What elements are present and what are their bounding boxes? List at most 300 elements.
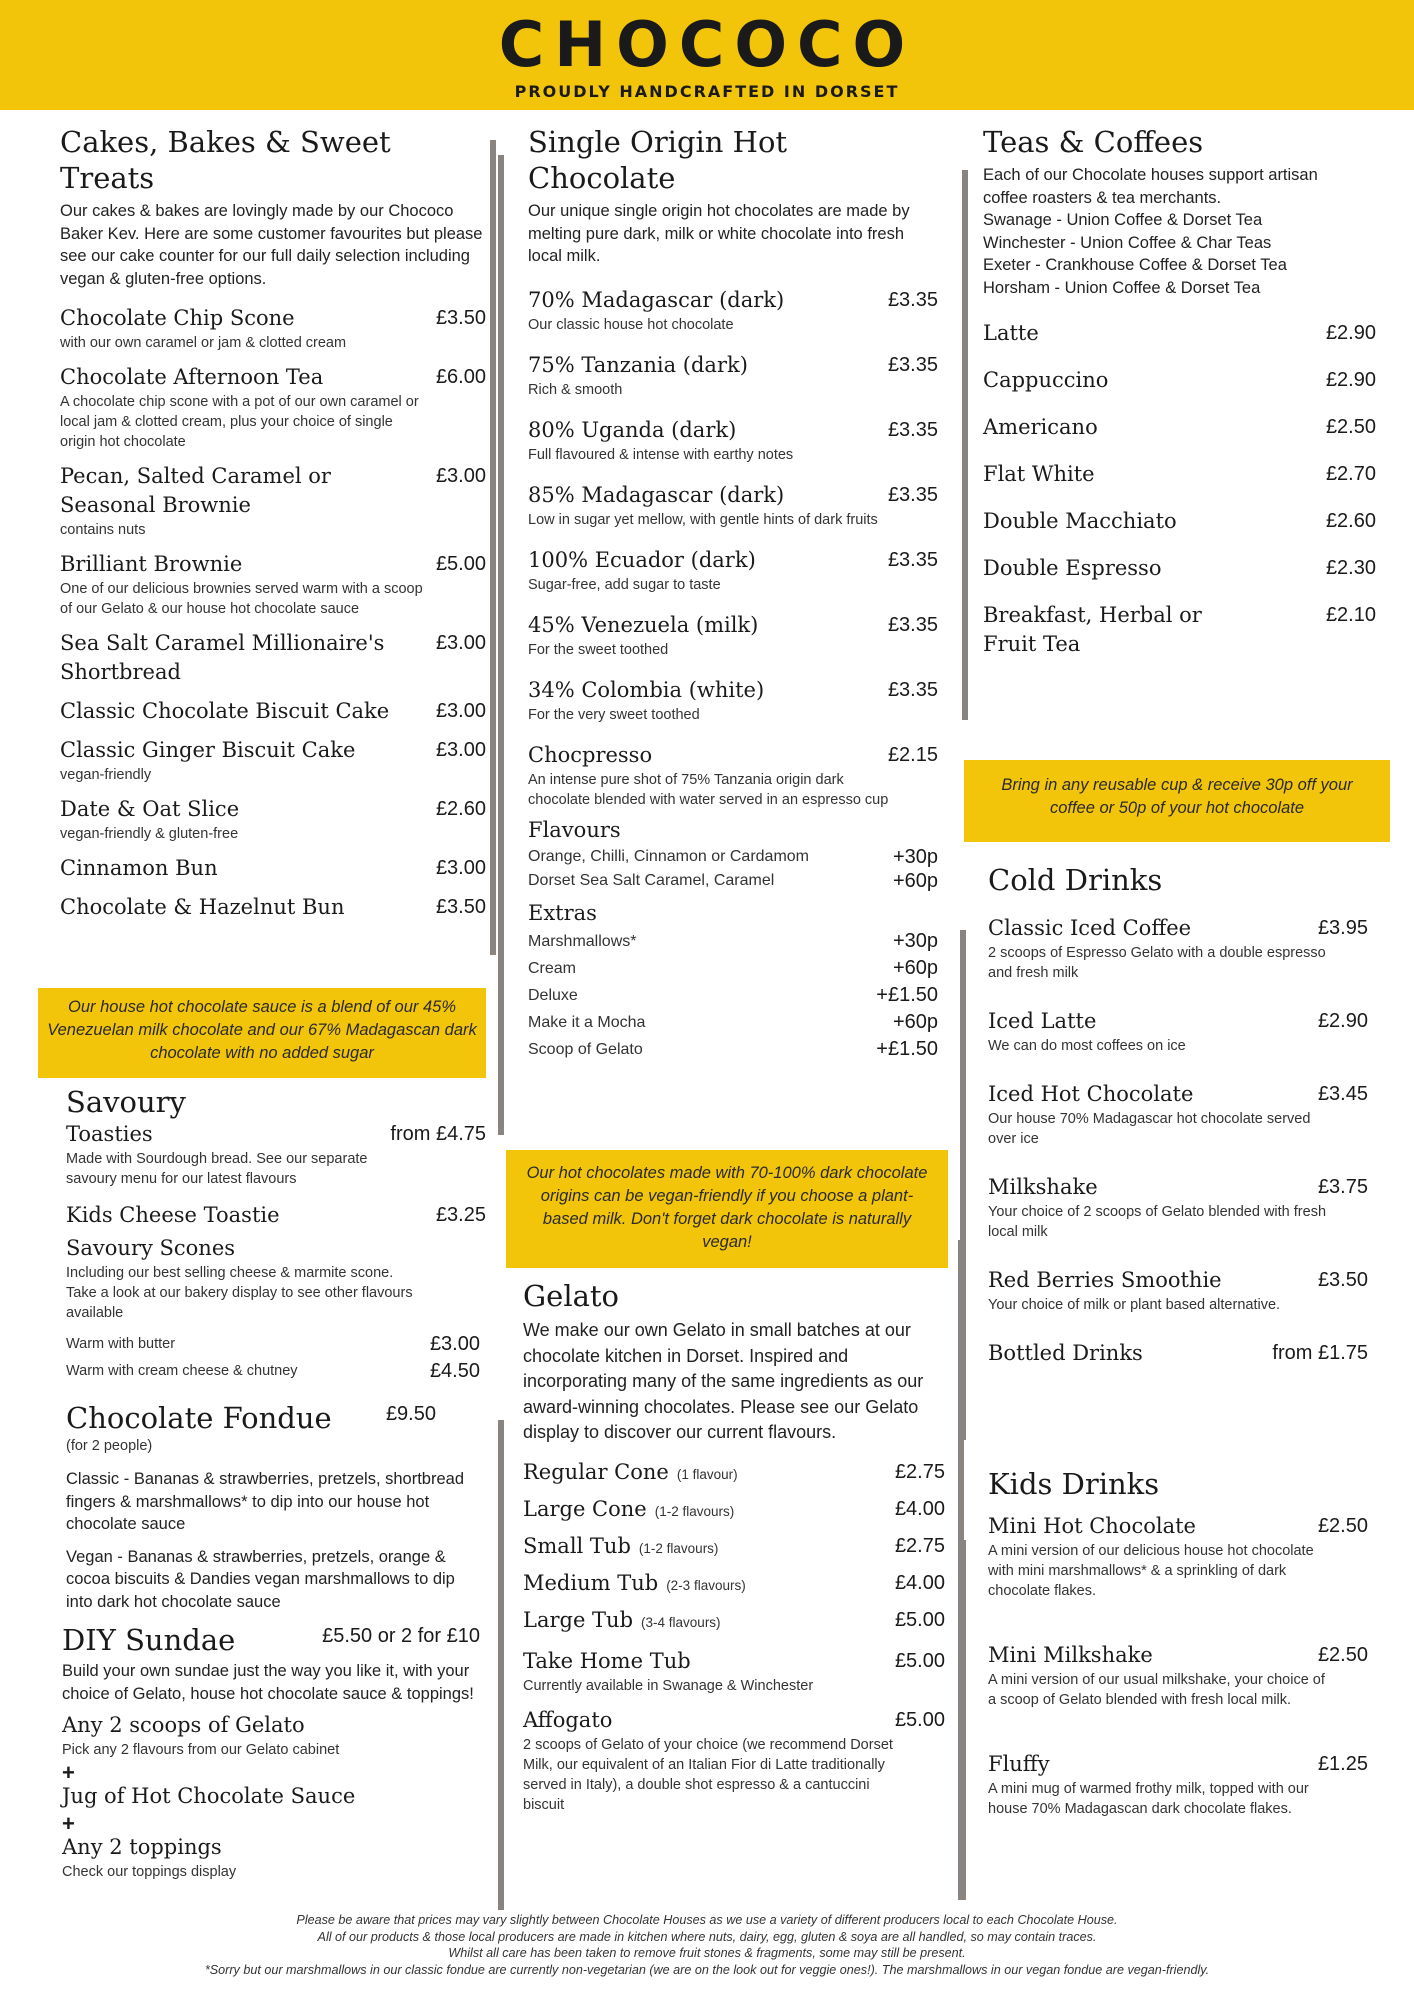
item-name: Any 2 scoops of Gelato bbox=[62, 1713, 305, 1737]
item-name: 70% Madagascar (dark) bbox=[528, 287, 785, 312]
item-price: £6.00 bbox=[435, 366, 486, 388]
allergen-footer bbox=[0, 1912, 1414, 1978]
menu-entry bbox=[528, 611, 938, 660]
option-price: £3.00 bbox=[429, 1333, 480, 1355]
menu-entry bbox=[60, 550, 486, 619]
menu-item bbox=[528, 546, 938, 575]
item-desc: vegan-friendly & gluten-free bbox=[60, 826, 239, 842]
item-price: £2.10 bbox=[1325, 604, 1376, 626]
column-middle bbox=[528, 124, 938, 1063]
menu-item bbox=[528, 741, 938, 770]
item-name: Brilliant Brownie bbox=[60, 552, 243, 576]
item-name: Any 2 toppings bbox=[62, 1835, 222, 1859]
menu-entry bbox=[988, 914, 1368, 983]
menu-entry bbox=[523, 1606, 945, 1635]
fondue-vegan: Vegan - Bananas & strawberries, pretzels, orange & cocoa biscuits & Dandies vegan marshmallows to dip into dark hot chocolate sauce bbox=[66, 1547, 455, 1611]
item-desc: Including our best selling cheese & marmite scone. Take a look at our bakery display to see other flavours available bbox=[66, 1265, 413, 1321]
extra-label: Orange, Chilli, Cinnamon or Cardamom bbox=[528, 847, 809, 865]
item-name-wrap bbox=[988, 1173, 1098, 1202]
item-name-wrap bbox=[983, 601, 1243, 659]
hot-choc-title: Single Origin Hot Chocolate bbox=[528, 125, 788, 195]
item-price: £2.50 bbox=[1317, 1515, 1368, 1537]
item-name: Classic Chocolate Biscuit Cake bbox=[60, 699, 390, 723]
item-name-wrap bbox=[60, 462, 420, 520]
menu-entry bbox=[983, 319, 1376, 348]
menu-item bbox=[983, 554, 1376, 583]
menu-entry bbox=[988, 1339, 1368, 1368]
item-price: £5.00 bbox=[435, 553, 486, 575]
menu-entry bbox=[523, 1569, 945, 1598]
gelato-list bbox=[523, 1458, 945, 1635]
menu-entry bbox=[988, 1173, 1368, 1242]
item-name: Take Home Tub bbox=[523, 1648, 691, 1673]
item-price: from £4.75 bbox=[390, 1123, 486, 1145]
menu-item bbox=[523, 1532, 945, 1561]
item-price: £5.00 bbox=[894, 1708, 945, 1731]
cold-section bbox=[988, 862, 1368, 1368]
menu-item bbox=[983, 460, 1376, 489]
item-name: Americano bbox=[983, 415, 1098, 439]
item-name-wrap bbox=[523, 1569, 746, 1598]
cold-list bbox=[988, 914, 1368, 1368]
item-price: £3.95 bbox=[1317, 917, 1368, 939]
item-desc: Your choice of milk or plant based alternative. bbox=[988, 1297, 1281, 1313]
menu-item bbox=[523, 1606, 945, 1635]
item-name-wrap bbox=[60, 854, 218, 883]
header-banner bbox=[0, 0, 1414, 110]
menu-entry bbox=[60, 629, 486, 687]
menu-entry bbox=[988, 1750, 1368, 1819]
menu-entry bbox=[60, 854, 486, 883]
item-name: 45% Venezuela (milk) bbox=[528, 612, 759, 637]
item-desc: A mini version of our usual milkshake, your choice of a scoop of Gelato blended with fresh local milk. bbox=[988, 1672, 1325, 1708]
item-price: £3.35 bbox=[887, 418, 938, 441]
cakes-intro: Our cakes & bakes are lovingly made by our Chococo Baker Kev. Here are some customer favourites but please see our cake counter for our full daily selection including vegan & gluten-free options. bbox=[60, 202, 483, 288]
item-desc: Our house 70% Madagascar hot chocolate served over ice bbox=[988, 1111, 1311, 1147]
extra-row bbox=[528, 845, 938, 869]
item-name-wrap bbox=[988, 914, 1191, 943]
flavours-title: Flavours bbox=[528, 817, 621, 842]
item-note: (1-2 flavours) bbox=[638, 1540, 719, 1556]
item-desc: For the very sweet toothed bbox=[528, 706, 700, 723]
divider-bar bbox=[962, 170, 968, 720]
option-label: Warm with cream cheese & chutney bbox=[66, 1363, 298, 1379]
flavours-list bbox=[528, 845, 938, 893]
savoury-title: Savoury bbox=[66, 1085, 186, 1119]
item-price: £3.35 bbox=[887, 548, 938, 571]
item-name: Iced Latte bbox=[988, 1009, 1097, 1033]
brand-logo: CHOCOCO bbox=[498, 8, 916, 81]
item-desc: (for 2 people) bbox=[66, 1438, 153, 1454]
item-name: 80% Uganda (dark) bbox=[528, 417, 737, 442]
menu-item bbox=[60, 304, 486, 333]
extra-row bbox=[528, 928, 938, 955]
item-note: (2-3 flavours) bbox=[666, 1577, 746, 1593]
item-price: £3.00 bbox=[435, 739, 486, 761]
kids-list bbox=[988, 1512, 1368, 1819]
item-price: £2.75 bbox=[894, 1460, 945, 1483]
item-price: £5.00 bbox=[894, 1649, 945, 1672]
item-price: from £1.75 bbox=[1272, 1342, 1368, 1364]
item-price: £4.00 bbox=[894, 1571, 945, 1594]
item-name: 34% Colombia (white) bbox=[528, 677, 765, 702]
footer-line: *Sorry but our marshmallows in our classic fondue are currently non-vegetarian (we are on the look out for veggie ones!). The marshmallows in our vegan fondue are vegan-friendly. bbox=[204, 1962, 1210, 1977]
menu-entry bbox=[983, 366, 1376, 395]
plus-sign: + bbox=[62, 1811, 75, 1836]
menu-entry bbox=[523, 1495, 945, 1524]
item-name-wrap bbox=[983, 366, 1108, 395]
extra-price: +60p bbox=[892, 1010, 938, 1033]
item-name-wrap bbox=[988, 1007, 1096, 1036]
item-price: £2.60 bbox=[435, 798, 486, 820]
kids-title: Kids Drinks bbox=[988, 1467, 1160, 1501]
item-name: Mini Hot Chocolate bbox=[988, 1514, 1196, 1538]
menu-entry bbox=[60, 304, 486, 353]
fondue-section bbox=[66, 1400, 486, 1613]
item-price: £3.35 bbox=[887, 288, 938, 311]
extra-label: Deluxe bbox=[528, 986, 578, 1004]
gelato-title: Gelato bbox=[523, 1279, 620, 1313]
item-name-wrap bbox=[60, 304, 295, 333]
teas-intro: Each of our Chocolate houses support artisan coffee roasters & tea merchants. bbox=[983, 166, 1318, 207]
item-desc: Sugar-free, add sugar to taste bbox=[528, 576, 721, 593]
supplier-line: Exeter - Crankhouse Coffee & Dorset Tea bbox=[983, 256, 1287, 274]
supplier-line: Winchester - Union Coffee & Char Teas bbox=[983, 233, 1272, 252]
hot-choc-list bbox=[528, 286, 938, 810]
menu-item bbox=[60, 795, 486, 824]
menu-entry bbox=[983, 460, 1376, 489]
item-price: £3.50 bbox=[1317, 1269, 1368, 1291]
supplier-line: Swanage - Union Coffee & Dorset Tea bbox=[983, 211, 1263, 229]
item-desc: A mini mug of warmed frothy milk, topped with our house 70% Madagascan dark chocolate flakes. bbox=[988, 1781, 1309, 1817]
item-name-wrap bbox=[988, 1266, 1222, 1295]
item-name: Medium Tub bbox=[523, 1570, 659, 1595]
item-desc: A chocolate chip scone with a pot of our own caramel or local jam & clotted cream, plus your choice of single origin hot chocolate bbox=[60, 394, 419, 450]
item-name: Affogato bbox=[523, 1707, 613, 1732]
column-right bbox=[983, 124, 1376, 659]
menu-item bbox=[983, 601, 1376, 659]
menu-item bbox=[988, 1750, 1368, 1779]
scone-options bbox=[66, 1331, 486, 1385]
item-price: £2.90 bbox=[1317, 1010, 1368, 1032]
menu-item bbox=[528, 416, 938, 445]
menu-item bbox=[60, 629, 486, 687]
item-name-wrap bbox=[60, 736, 355, 765]
item-desc: We can do most coffees on ice bbox=[988, 1038, 1186, 1054]
item-name: 75% Tanzania (dark) bbox=[528, 352, 748, 377]
item-price: £2.70 bbox=[1325, 463, 1376, 485]
extra-label: Cream bbox=[528, 959, 577, 977]
item-price: £2.90 bbox=[1325, 322, 1376, 344]
item-price: £2.15 bbox=[887, 743, 938, 766]
menu-item bbox=[528, 286, 938, 315]
menu-entry bbox=[983, 554, 1376, 583]
teas-list bbox=[983, 319, 1376, 659]
extras-title: Extras bbox=[528, 900, 597, 925]
item-name: 100% Ecuador (dark) bbox=[528, 547, 756, 572]
item-name: Savoury Scones bbox=[66, 1236, 236, 1260]
item-name: 85% Madagascar (dark) bbox=[528, 482, 785, 507]
extra-price: +60p bbox=[892, 869, 938, 892]
savoury-section bbox=[66, 1084, 486, 1385]
menu-entry bbox=[988, 1512, 1368, 1601]
menu-item bbox=[60, 550, 486, 579]
cakes-list bbox=[60, 304, 486, 922]
item-desc: Low in sugar yet mellow, with gentle hints of dark fruits bbox=[528, 511, 878, 528]
item-name: Pecan, Salted Caramel or Seasonal Brownie bbox=[60, 464, 331, 517]
item-name: Double Espresso bbox=[983, 556, 1162, 580]
menu-item bbox=[528, 481, 938, 510]
extra-row bbox=[528, 1009, 938, 1036]
item-name: Chocolate Afternoon Tea bbox=[60, 365, 324, 389]
menu-entry bbox=[988, 1266, 1368, 1315]
item-name: Kids Cheese Toastie bbox=[66, 1203, 280, 1227]
extra-label: Dorset Sea Salt Caramel, Caramel bbox=[528, 871, 775, 889]
item-price: £1.25 bbox=[1317, 1753, 1368, 1775]
item-desc: Your choice of 2 scoops of Gelato blended with fresh local milk bbox=[988, 1204, 1327, 1240]
extra-row bbox=[528, 982, 938, 1009]
menu-entry bbox=[528, 741, 938, 810]
menu-item bbox=[983, 507, 1376, 536]
menu-item bbox=[983, 319, 1376, 348]
footer-line: All of our products & those local producers are made in kitchen where nuts, dairy, egg, gluten & soya are all handled, so may contain traces. bbox=[317, 1929, 1097, 1944]
menu-entry bbox=[60, 462, 486, 540]
menu-entry bbox=[60, 736, 486, 785]
menu-item bbox=[60, 697, 486, 726]
item-name-wrap bbox=[60, 550, 242, 579]
extra-price: +30p bbox=[892, 929, 938, 952]
item-name-wrap bbox=[528, 351, 748, 380]
menu-item bbox=[528, 351, 938, 380]
item-name: Large Cone bbox=[523, 1496, 647, 1521]
extra-row bbox=[528, 1036, 938, 1063]
item-desc: Pick any 2 flavours from our Gelato cabinet bbox=[62, 1742, 340, 1758]
item-desc: with our own caramel or jam & clotted cream bbox=[60, 335, 347, 351]
divider-bar bbox=[960, 930, 966, 1440]
item-price: £3.45 bbox=[1317, 1083, 1368, 1105]
item-price: £2.90 bbox=[1325, 369, 1376, 391]
item-name: Small Tub bbox=[523, 1533, 631, 1558]
item-price: £3.00 bbox=[435, 632, 486, 654]
option-row bbox=[66, 1331, 486, 1358]
item-desc: Made with Sourdough bread. See our separate savoury menu for our latest flavours bbox=[66, 1151, 368, 1187]
item-price: £3.35 bbox=[887, 678, 938, 701]
menu-item bbox=[523, 1647, 945, 1676]
item-name: Toasties bbox=[66, 1122, 153, 1146]
item-name-wrap bbox=[523, 1606, 721, 1635]
item-price: £3.50 bbox=[435, 896, 486, 918]
item-price: £3.00 bbox=[435, 700, 486, 722]
item-price: £3.35 bbox=[887, 353, 938, 376]
item-name: Iced Hot Chocolate bbox=[988, 1082, 1194, 1106]
divider-bar bbox=[960, 1540, 966, 1900]
menu-item bbox=[523, 1458, 945, 1487]
plus-sign: + bbox=[62, 1760, 75, 1785]
menu-entry bbox=[528, 481, 938, 530]
menu-item bbox=[988, 1080, 1368, 1109]
divider-bar bbox=[498, 1420, 504, 1910]
item-price: £3.00 bbox=[435, 465, 486, 487]
extra-label: Make it a Mocha bbox=[528, 1013, 646, 1031]
item-name-wrap bbox=[988, 1512, 1196, 1541]
item-price: £3.50 bbox=[435, 307, 486, 329]
item-price: £9.50 bbox=[385, 1403, 436, 1425]
item-name-wrap bbox=[983, 413, 1098, 442]
menu-item bbox=[60, 736, 486, 765]
item-name: Jug of Hot Chocolate Sauce bbox=[62, 1784, 356, 1808]
footer-line: Whilst all care has been taken to remove fruit stones & fragments, some may still be present. bbox=[448, 1946, 966, 1960]
item-note: (1 flavour) bbox=[676, 1466, 738, 1482]
item-name: Regular Cone bbox=[523, 1459, 669, 1484]
menu-item bbox=[528, 676, 938, 705]
item-name-wrap bbox=[983, 554, 1161, 583]
menu-entry bbox=[528, 676, 938, 725]
item-name-wrap bbox=[528, 611, 758, 640]
item-desc: Currently available in Swanage & Winchester bbox=[523, 1677, 814, 1694]
item-price: £3.35 bbox=[887, 483, 938, 506]
supplier-list bbox=[983, 209, 1376, 299]
menu-item bbox=[60, 893, 486, 922]
item-desc: Check our toppings display bbox=[62, 1864, 237, 1880]
menu-entry bbox=[528, 416, 938, 465]
menu-entry bbox=[523, 1532, 945, 1561]
cakes-title: Cakes, Bakes & Sweet Treats bbox=[60, 125, 391, 195]
extra-price: +60p bbox=[892, 956, 938, 979]
item-name-wrap bbox=[528, 416, 736, 445]
menu-item bbox=[66, 1201, 486, 1230]
reusable-cup-note: Bring in any reusable cup & receive 30p off your coffee or 50p of your hot chocolate bbox=[964, 760, 1390, 842]
item-name: Bottled Drinks bbox=[988, 1341, 1143, 1365]
menu-entry bbox=[523, 1458, 945, 1487]
extra-label: Scoop of Gelato bbox=[528, 1040, 643, 1058]
option-price: £4.50 bbox=[429, 1360, 480, 1382]
extra-price: +30p bbox=[892, 845, 938, 868]
item-price: £2.75 bbox=[894, 1534, 945, 1557]
item-name-wrap bbox=[60, 893, 344, 922]
vegan-note: Our hot chocolates made with 70-100% dark chocolate origins can be vegan-friendly if you choose a plant-based milk. Don't forget dark chocolate is naturally vegan! bbox=[506, 1150, 948, 1268]
hot-choc-intro: Our unique single origin hot chocolates are made by melting pure dark, milk or white chocolate into fresh local milk. bbox=[528, 202, 910, 265]
menu-entry bbox=[60, 363, 486, 452]
item-price: £4.00 bbox=[894, 1497, 945, 1520]
item-name: Flat White bbox=[983, 462, 1095, 486]
item-name: Large Tub bbox=[523, 1607, 634, 1632]
item-name-wrap bbox=[983, 319, 1039, 348]
item-price: £3.75 bbox=[1317, 1176, 1368, 1198]
extra-price: +£1.50 bbox=[876, 1037, 938, 1060]
item-name-wrap bbox=[528, 286, 784, 315]
sundae-section bbox=[62, 1622, 486, 1882]
item-desc: contains nuts bbox=[60, 522, 146, 538]
item-desc: One of our delicious brownies served warm with a scoop of our Gelato & our house hot chocolate sauce bbox=[60, 581, 423, 617]
menu-item bbox=[988, 1339, 1368, 1368]
sundae-intro: Build your own sundae just the way you like it, with your choice of Gelato, house hot chocolate sauce & toppings! bbox=[62, 1662, 474, 1703]
menu-entry bbox=[60, 795, 486, 844]
item-name-wrap bbox=[988, 1641, 1153, 1670]
fondue-classic: Classic - Bananas & strawberries, pretzels, shortbread fingers & marshmallows* to dip into our house hot chocolate sauce bbox=[66, 1470, 464, 1533]
item-name: Classic Iced Coffee bbox=[988, 916, 1192, 940]
menu-entry bbox=[528, 286, 938, 335]
item-name-wrap bbox=[528, 741, 652, 770]
item-name: Classic Ginger Biscuit Cake bbox=[60, 738, 356, 762]
gelato-section bbox=[523, 1278, 945, 1815]
menu-entry bbox=[528, 546, 938, 595]
item-desc: An intense pure shot of 75% Tanzania origin dark chocolate blended with water served in an espresso cup bbox=[528, 771, 889, 808]
item-name-wrap bbox=[983, 460, 1095, 489]
item-name: Chocpresso bbox=[528, 742, 653, 767]
menu-item bbox=[523, 1495, 945, 1524]
item-name: Cinnamon Bun bbox=[60, 856, 218, 880]
option-row bbox=[66, 1358, 486, 1385]
divider-bar bbox=[498, 155, 504, 1135]
cold-title: Cold Drinks bbox=[988, 863, 1163, 897]
menu-item bbox=[66, 1120, 486, 1149]
item-desc: vegan-friendly bbox=[60, 767, 152, 783]
menu-item bbox=[66, 1400, 486, 1436]
menu-entry bbox=[983, 507, 1376, 536]
menu-item bbox=[523, 1706, 945, 1735]
menu-item bbox=[988, 1512, 1368, 1541]
menu-entry bbox=[988, 1080, 1368, 1149]
item-desc: 2 scoops of Gelato of your choice (we recommend Dorset Milk, our equivalent of an Italian Fior di Latte traditionally served in Italy), a double shot espresso & a cantuccini biscuit bbox=[523, 1736, 893, 1813]
item-price: £2.50 bbox=[1317, 1644, 1368, 1666]
item-name: Mini Milkshake bbox=[988, 1643, 1153, 1667]
teas-title: Teas & Coffees bbox=[983, 125, 1204, 159]
menu-item bbox=[983, 413, 1376, 442]
menu-entry bbox=[60, 697, 486, 726]
item-name-wrap bbox=[60, 629, 420, 687]
item-name: Chocolate & Hazelnut Bun bbox=[60, 895, 345, 919]
item-price: £5.00 bbox=[894, 1608, 945, 1631]
item-name-wrap bbox=[983, 507, 1177, 536]
item-desc: Full flavoured & intense with earthy notes bbox=[528, 446, 794, 463]
extra-price: +£1.50 bbox=[876, 983, 938, 1006]
item-name: Cappuccino bbox=[983, 368, 1109, 392]
item-desc: Rich & smooth bbox=[528, 381, 623, 398]
item-name-wrap bbox=[528, 676, 764, 705]
item-name: Milkshake bbox=[988, 1175, 1098, 1199]
tagline: PROUDLY HANDCRAFTED IN DORSET bbox=[514, 82, 900, 101]
item-name: Breakfast, Herbal or Fruit Tea bbox=[983, 603, 1202, 656]
item-price: £2.50 bbox=[1325, 416, 1376, 438]
item-name: Chocolate Chip Scone bbox=[60, 306, 295, 330]
menu-item bbox=[523, 1569, 945, 1598]
extras-list bbox=[528, 928, 938, 1063]
item-name-wrap bbox=[523, 1458, 738, 1487]
extra-row bbox=[528, 869, 938, 893]
item-desc: Our classic house hot chocolate bbox=[528, 316, 734, 333]
item-name-wrap bbox=[60, 697, 389, 726]
column-left bbox=[60, 124, 486, 922]
menu-item bbox=[60, 854, 486, 883]
menu-entry bbox=[983, 413, 1376, 442]
item-name: Fluffy bbox=[988, 1752, 1050, 1776]
item-price: £2.60 bbox=[1325, 510, 1376, 532]
item-note: (3-4 flavours) bbox=[641, 1614, 721, 1630]
sauce-note: Our house hot chocolate sauce is a blend of our 45% Venezuelan milk chocolate and our 67% Madagascan dark chocolate with no added sugar bbox=[38, 988, 486, 1078]
fondue-title: Chocolate Fondue bbox=[66, 1401, 332, 1435]
menu-entry bbox=[528, 351, 938, 400]
gelato-intro: We make our own Gelato in small batches at our chocolate kitchen in Dorset. Inspired and incorporating many of the same ingredients as our award-winning chocolates. Please see our Gelato display to discover our current flavours. bbox=[523, 1320, 924, 1442]
item-name-wrap bbox=[988, 1339, 1143, 1368]
item-name: Sea Salt Caramel Millionaire's Shortbread bbox=[60, 631, 385, 684]
item-desc: A mini version of our delicious house hot chocolate with mini marshmallows* & a sprinkling of dark chocolate flakes. bbox=[988, 1543, 1314, 1599]
item-name-wrap bbox=[988, 1080, 1193, 1109]
item-name-wrap bbox=[60, 363, 323, 392]
item-price: £5.50 or 2 for £10 bbox=[322, 1625, 480, 1647]
menu-entry bbox=[60, 893, 486, 922]
sundae-title: DIY Sundae bbox=[62, 1623, 236, 1657]
extra-row bbox=[528, 955, 938, 982]
